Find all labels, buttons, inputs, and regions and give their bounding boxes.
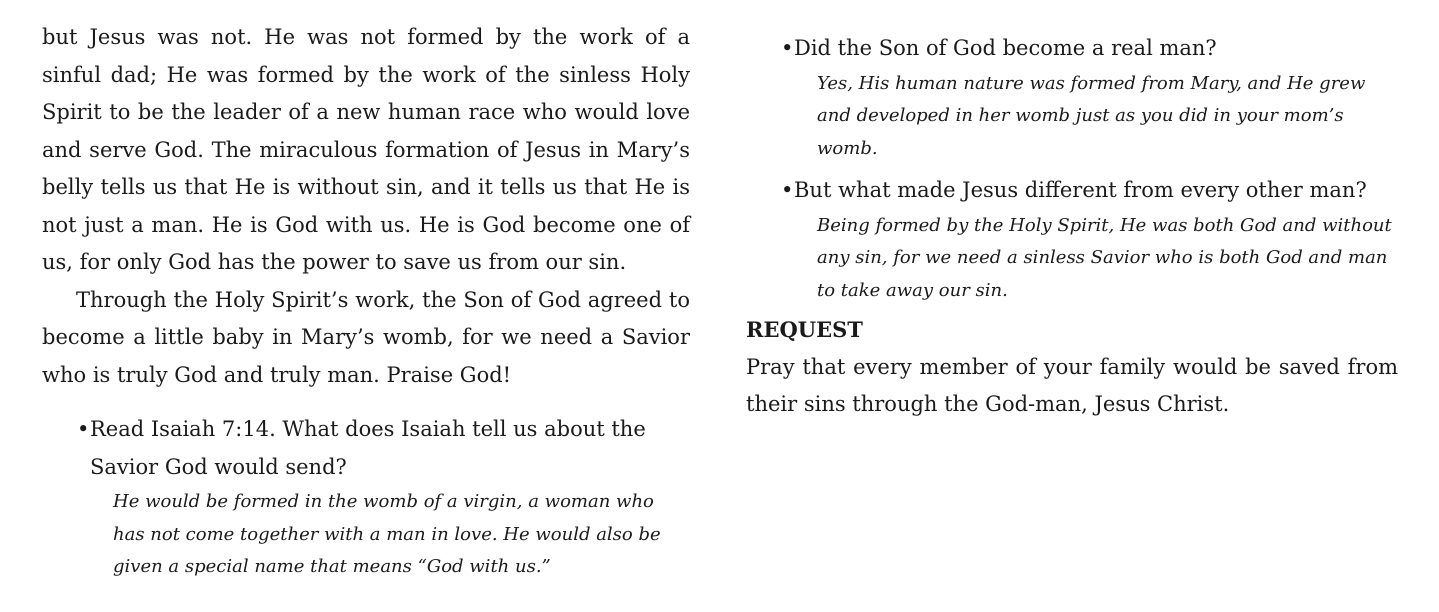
bullet-icon: • (77, 417, 90, 441)
answer-text: Yes, His human nature was formed from Mary, and He grew and developed in her womb just as you did in your mom’s womb. (817, 72, 1366, 159)
right-column (746, 0, 1398, 424)
question-label: Read Isaiah 7:14. What does Isaiah tell us about the Savior God would send? (90, 417, 646, 479)
question-label: Did the Son of God become a real man? (794, 36, 1217, 60)
bullet-icon: • (781, 36, 794, 60)
answer-text: Being formed by the Holy Spirit, He was both God and without any sin, for we need a sinless Savior who is both God and man to take away our sin. (817, 214, 1392, 301)
question-item (781, 172, 1398, 307)
question-text (781, 30, 1398, 68)
question-item (77, 411, 690, 584)
question-item (781, 30, 1398, 165)
request-paragraph: Pray that every member of your family would be saved from their sins through the God-man, Jesus Christ. (746, 354, 1398, 416)
bullet-icon: • (781, 178, 794, 202)
question-text (781, 172, 1398, 210)
question-text (77, 411, 690, 486)
request-heading: REQUEST (746, 317, 863, 342)
answer-text: He would be formed in the womb of a virgin, a woman who has not come together with a man in love. He would also be given a special name that means “God with us.” (113, 491, 661, 577)
question-label: But what made Jesus different from every other man? (794, 178, 1367, 202)
left-column (42, 0, 690, 584)
body-paragraph: but Jesus was not. He was not formed by the work of a sinful dad; He was formed by the work of the sinless Holy Spirit to be the leader of a new human race who would love and serve God. The miraculous formation of Jesus in Mary’s belly tells us that He is without sin, and it tells us that He is not just a man. He is God with us. He is God become one of us, for only God has the power to save us from our sin. (42, 25, 690, 274)
body-paragraph: Through the Holy Spirit’s work, the Son of God agreed to become a little baby in Mary’s womb, for we need a Savior who is truly God and truly man. Praise God! (42, 287, 690, 387)
